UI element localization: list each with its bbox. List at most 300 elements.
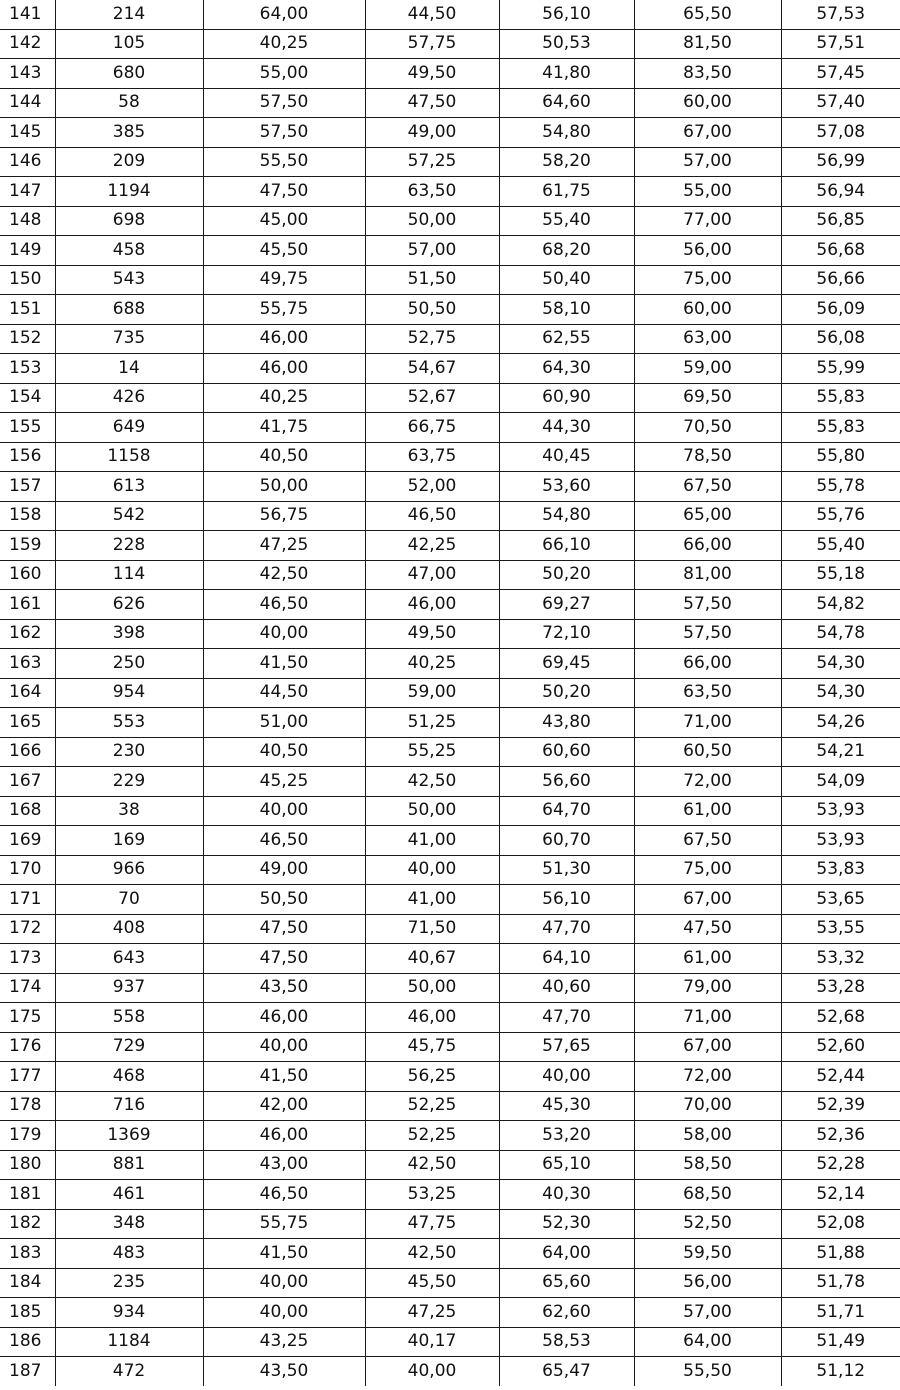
table-row — [0, 619, 900, 649]
score-3-cell: 52,30 — [499, 1209, 634, 1239]
table-row — [0, 560, 900, 590]
average-cell: 52,68 — [781, 1003, 900, 1033]
score-3-cell: 55,40 — [499, 206, 634, 236]
average-cell: 56,94 — [781, 177, 900, 207]
table-row — [0, 1357, 900, 1386]
table-row — [0, 737, 900, 767]
score-1-cell: 46,00 — [203, 324, 365, 354]
score-4-cell: 57,00 — [634, 1298, 781, 1328]
rank-cell: 184 — [0, 1268, 55, 1298]
rank-cell: 169 — [0, 826, 55, 856]
table-row — [0, 1209, 900, 1239]
score-3-cell: 69,45 — [499, 649, 634, 679]
table-row — [0, 1327, 900, 1357]
id-cell: 937 — [55, 973, 203, 1003]
score-1-cell: 41,50 — [203, 1239, 365, 1269]
score-3-cell: 47,70 — [499, 914, 634, 944]
table-row — [0, 1062, 900, 1092]
id-cell: 716 — [55, 1091, 203, 1121]
score-1-cell: 46,00 — [203, 1121, 365, 1151]
table-row — [0, 354, 900, 384]
score-3-cell: 64,10 — [499, 944, 634, 974]
average-cell: 56,85 — [781, 206, 900, 236]
rank-cell: 149 — [0, 236, 55, 266]
table-row — [0, 796, 900, 826]
table-row — [0, 678, 900, 708]
score-1-cell: 47,50 — [203, 944, 365, 974]
table-row — [0, 147, 900, 177]
score-3-cell: 44,30 — [499, 413, 634, 443]
rank-cell: 168 — [0, 796, 55, 826]
table-row — [0, 383, 900, 413]
table-row — [0, 1268, 900, 1298]
score-2-cell: 51,25 — [365, 708, 499, 738]
score-2-cell: 63,50 — [365, 177, 499, 207]
average-cell: 52,39 — [781, 1091, 900, 1121]
score-4-cell: 58,50 — [634, 1150, 781, 1180]
score-2-cell: 40,67 — [365, 944, 499, 974]
average-cell: 51,88 — [781, 1239, 900, 1269]
score-3-cell: 65,60 — [499, 1268, 634, 1298]
table-row — [0, 767, 900, 797]
id-cell: 235 — [55, 1268, 203, 1298]
rank-cell: 163 — [0, 649, 55, 679]
score-4-cell: 56,00 — [634, 1268, 781, 1298]
id-cell: 250 — [55, 649, 203, 679]
score-3-cell: 54,80 — [499, 501, 634, 531]
score-2-cell: 49,00 — [365, 118, 499, 148]
average-cell: 54,30 — [781, 678, 900, 708]
score-2-cell: 41,00 — [365, 885, 499, 915]
rank-cell: 144 — [0, 88, 55, 118]
score-1-cell: 42,00 — [203, 1091, 365, 1121]
id-cell: 230 — [55, 737, 203, 767]
score-2-cell: 56,25 — [365, 1062, 499, 1092]
score-1-cell: 40,50 — [203, 442, 365, 472]
rank-cell: 143 — [0, 59, 55, 89]
score-3-cell: 53,60 — [499, 472, 634, 502]
score-3-cell: 56,10 — [499, 0, 634, 29]
score-1-cell: 55,75 — [203, 295, 365, 325]
score-1-cell: 46,50 — [203, 1180, 365, 1210]
table-row — [0, 708, 900, 738]
score-4-cell: 59,00 — [634, 354, 781, 384]
table-row — [0, 206, 900, 236]
average-cell: 56,66 — [781, 265, 900, 295]
score-3-cell: 43,80 — [499, 708, 634, 738]
score-4-cell: 52,50 — [634, 1209, 781, 1239]
rank-cell: 159 — [0, 531, 55, 561]
table-row — [0, 1180, 900, 1210]
score-1-cell: 46,00 — [203, 354, 365, 384]
score-3-cell: 64,60 — [499, 88, 634, 118]
rank-cell: 160 — [0, 560, 55, 590]
score-2-cell: 57,00 — [365, 236, 499, 266]
score-3-cell: 64,00 — [499, 1239, 634, 1269]
average-cell: 55,18 — [781, 560, 900, 590]
score-1-cell: 51,00 — [203, 708, 365, 738]
id-cell: 613 — [55, 472, 203, 502]
id-cell: 385 — [55, 118, 203, 148]
table-row — [0, 324, 900, 354]
score-2-cell: 46,50 — [365, 501, 499, 531]
rank-cell: 154 — [0, 383, 55, 413]
score-4-cell: 66,00 — [634, 531, 781, 561]
score-3-cell: 58,53 — [499, 1327, 634, 1357]
score-2-cell: 50,00 — [365, 206, 499, 236]
score-2-cell: 41,00 — [365, 826, 499, 856]
id-cell: 472 — [55, 1357, 203, 1386]
score-3-cell: 60,60 — [499, 737, 634, 767]
average-cell: 52,14 — [781, 1180, 900, 1210]
score-1-cell: 44,50 — [203, 678, 365, 708]
rank-cell: 173 — [0, 944, 55, 974]
rank-cell: 178 — [0, 1091, 55, 1121]
score-4-cell: 57,50 — [634, 590, 781, 620]
score-1-cell: 50,50 — [203, 885, 365, 915]
score-3-cell: 47,70 — [499, 1003, 634, 1033]
score-3-cell: 61,75 — [499, 177, 634, 207]
average-cell: 53,28 — [781, 973, 900, 1003]
score-2-cell: 45,75 — [365, 1032, 499, 1062]
score-3-cell: 56,60 — [499, 767, 634, 797]
table-row — [0, 855, 900, 885]
rank-cell: 170 — [0, 855, 55, 885]
score-4-cell: 61,00 — [634, 796, 781, 826]
score-3-cell: 40,60 — [499, 973, 634, 1003]
average-cell: 55,83 — [781, 413, 900, 443]
table-row — [0, 1121, 900, 1151]
score-1-cell: 55,50 — [203, 147, 365, 177]
score-4-cell: 75,00 — [634, 855, 781, 885]
rank-cell: 174 — [0, 973, 55, 1003]
table-row — [0, 29, 900, 59]
rank-cell: 186 — [0, 1327, 55, 1357]
score-4-cell: 57,50 — [634, 619, 781, 649]
score-4-cell: 68,50 — [634, 1180, 781, 1210]
average-cell: 51,49 — [781, 1327, 900, 1357]
score-1-cell: 42,50 — [203, 560, 365, 590]
table-row — [0, 295, 900, 325]
average-cell: 55,78 — [781, 472, 900, 502]
average-cell: 56,68 — [781, 236, 900, 266]
id-cell: 553 — [55, 708, 203, 738]
id-cell: 105 — [55, 29, 203, 59]
score-2-cell: 49,50 — [365, 619, 499, 649]
id-cell: 214 — [55, 0, 203, 29]
score-3-cell: 64,30 — [499, 354, 634, 384]
id-cell: 461 — [55, 1180, 203, 1210]
score-1-cell: 45,25 — [203, 767, 365, 797]
score-1-cell: 46,00 — [203, 1003, 365, 1033]
id-cell: 1158 — [55, 442, 203, 472]
table-row — [0, 590, 900, 620]
table-row — [0, 649, 900, 679]
score-4-cell: 65,00 — [634, 501, 781, 531]
score-1-cell: 40,00 — [203, 796, 365, 826]
score-4-cell: 67,00 — [634, 118, 781, 148]
score-2-cell: 40,00 — [365, 1357, 499, 1386]
score-3-cell: 72,10 — [499, 619, 634, 649]
table-row — [0, 442, 900, 472]
rank-cell: 182 — [0, 1209, 55, 1239]
score-3-cell: 51,30 — [499, 855, 634, 885]
score-4-cell: 65,50 — [634, 0, 781, 29]
score-3-cell: 69,27 — [499, 590, 634, 620]
score-4-cell: 47,50 — [634, 914, 781, 944]
rank-cell: 151 — [0, 295, 55, 325]
score-2-cell: 45,50 — [365, 1268, 499, 1298]
score-4-cell: 59,50 — [634, 1239, 781, 1269]
rank-cell: 157 — [0, 472, 55, 502]
average-cell: 57,45 — [781, 59, 900, 89]
score-2-cell: 49,50 — [365, 59, 499, 89]
table-row — [0, 501, 900, 531]
score-3-cell: 54,80 — [499, 118, 634, 148]
score-3-cell: 62,55 — [499, 324, 634, 354]
average-cell: 56,09 — [781, 295, 900, 325]
rank-cell: 162 — [0, 619, 55, 649]
id-cell: 558 — [55, 1003, 203, 1033]
table-row — [0, 1032, 900, 1062]
score-4-cell: 72,00 — [634, 1062, 781, 1092]
score-2-cell: 42,50 — [365, 1239, 499, 1269]
rank-cell: 161 — [0, 590, 55, 620]
score-1-cell: 40,25 — [203, 383, 365, 413]
score-3-cell: 53,20 — [499, 1121, 634, 1151]
average-cell: 54,21 — [781, 737, 900, 767]
rank-cell: 147 — [0, 177, 55, 207]
rank-cell: 167 — [0, 767, 55, 797]
score-2-cell: 54,67 — [365, 354, 499, 384]
rank-cell: 152 — [0, 324, 55, 354]
score-3-cell: 40,30 — [499, 1180, 634, 1210]
rank-cell: 187 — [0, 1357, 55, 1386]
id-cell: 58 — [55, 88, 203, 118]
average-cell: 51,12 — [781, 1357, 900, 1386]
score-1-cell: 46,50 — [203, 826, 365, 856]
id-cell: 542 — [55, 501, 203, 531]
id-cell: 954 — [55, 678, 203, 708]
id-cell: 209 — [55, 147, 203, 177]
score-4-cell: 72,00 — [634, 767, 781, 797]
score-1-cell: 56,75 — [203, 501, 365, 531]
id-cell: 468 — [55, 1062, 203, 1092]
table-row — [0, 177, 900, 207]
score-1-cell: 49,00 — [203, 855, 365, 885]
average-cell: 53,32 — [781, 944, 900, 974]
score-3-cell: 56,10 — [499, 885, 634, 915]
score-1-cell: 40,25 — [203, 29, 365, 59]
rank-cell: 165 — [0, 708, 55, 738]
score-3-cell: 62,60 — [499, 1298, 634, 1328]
average-cell: 51,78 — [781, 1268, 900, 1298]
average-cell: 57,53 — [781, 0, 900, 29]
id-cell: 408 — [55, 914, 203, 944]
rank-cell: 145 — [0, 118, 55, 148]
id-cell: 543 — [55, 265, 203, 295]
score-4-cell: 83,50 — [634, 59, 781, 89]
id-cell: 38 — [55, 796, 203, 826]
average-cell: 53,55 — [781, 914, 900, 944]
score-3-cell: 45,30 — [499, 1091, 634, 1121]
rank-cell: 155 — [0, 413, 55, 443]
average-cell: 52,36 — [781, 1121, 900, 1151]
score-4-cell: 70,00 — [634, 1091, 781, 1121]
score-4-cell: 79,00 — [634, 973, 781, 1003]
table-row — [0, 826, 900, 856]
average-cell: 53,93 — [781, 826, 900, 856]
rank-cell: 150 — [0, 265, 55, 295]
score-1-cell: 43,25 — [203, 1327, 365, 1357]
table-row — [0, 1239, 900, 1269]
score-2-cell: 42,25 — [365, 531, 499, 561]
score-4-cell: 77,00 — [634, 206, 781, 236]
score-4-cell: 58,00 — [634, 1121, 781, 1151]
score-4-cell: 61,00 — [634, 944, 781, 974]
table-row — [0, 944, 900, 974]
score-3-cell: 68,20 — [499, 236, 634, 266]
rank-cell: 142 — [0, 29, 55, 59]
id-cell: 649 — [55, 413, 203, 443]
table-row — [0, 973, 900, 1003]
table-row — [0, 265, 900, 295]
average-cell: 53,65 — [781, 885, 900, 915]
score-2-cell: 50,00 — [365, 796, 499, 826]
score-4-cell: 81,00 — [634, 560, 781, 590]
score-4-cell: 78,50 — [634, 442, 781, 472]
score-2-cell: 46,00 — [365, 1003, 499, 1033]
score-2-cell: 63,75 — [365, 442, 499, 472]
id-cell: 881 — [55, 1150, 203, 1180]
rank-cell: 141 — [0, 0, 55, 29]
average-cell: 54,30 — [781, 649, 900, 679]
score-3-cell: 40,45 — [499, 442, 634, 472]
average-cell: 57,08 — [781, 118, 900, 148]
table-row — [0, 472, 900, 502]
score-1-cell: 40,50 — [203, 737, 365, 767]
id-cell: 966 — [55, 855, 203, 885]
score-1-cell: 40,00 — [203, 1298, 365, 1328]
rank-cell: 181 — [0, 1180, 55, 1210]
score-3-cell: 57,65 — [499, 1032, 634, 1062]
id-cell: 626 — [55, 590, 203, 620]
id-cell: 458 — [55, 236, 203, 266]
score-1-cell: 41,50 — [203, 1062, 365, 1092]
rank-cell: 175 — [0, 1003, 55, 1033]
score-1-cell: 40,00 — [203, 619, 365, 649]
score-2-cell: 50,00 — [365, 973, 499, 1003]
rank-cell: 164 — [0, 678, 55, 708]
score-3-cell: 65,47 — [499, 1357, 634, 1386]
table-row — [0, 0, 900, 29]
average-cell: 54,26 — [781, 708, 900, 738]
average-cell: 54,09 — [781, 767, 900, 797]
score-2-cell: 66,75 — [365, 413, 499, 443]
score-3-cell: 58,10 — [499, 295, 634, 325]
score-1-cell: 50,00 — [203, 472, 365, 502]
id-cell: 934 — [55, 1298, 203, 1328]
score-1-cell: 55,00 — [203, 59, 365, 89]
id-cell: 688 — [55, 295, 203, 325]
score-3-cell: 65,10 — [499, 1150, 634, 1180]
id-cell: 643 — [55, 944, 203, 974]
score-1-cell: 47,25 — [203, 531, 365, 561]
id-cell: 698 — [55, 206, 203, 236]
score-1-cell: 40,00 — [203, 1268, 365, 1298]
table-row — [0, 88, 900, 118]
table-row — [0, 1091, 900, 1121]
average-cell: 51,71 — [781, 1298, 900, 1328]
average-cell: 55,76 — [781, 501, 900, 531]
score-3-cell: 50,20 — [499, 678, 634, 708]
score-3-cell: 41,80 — [499, 59, 634, 89]
score-2-cell: 52,00 — [365, 472, 499, 502]
score-3-cell: 50,20 — [499, 560, 634, 590]
score-1-cell: 40,00 — [203, 1032, 365, 1062]
id-cell: 1369 — [55, 1121, 203, 1151]
score-2-cell: 53,25 — [365, 1180, 499, 1210]
id-cell: 229 — [55, 767, 203, 797]
score-2-cell: 47,25 — [365, 1298, 499, 1328]
score-1-cell: 45,50 — [203, 236, 365, 266]
score-2-cell: 40,00 — [365, 855, 499, 885]
average-cell: 52,08 — [781, 1209, 900, 1239]
rank-cell: 179 — [0, 1121, 55, 1151]
average-cell: 53,83 — [781, 855, 900, 885]
id-cell: 426 — [55, 383, 203, 413]
score-1-cell: 55,75 — [203, 1209, 365, 1239]
rank-cell: 153 — [0, 354, 55, 384]
score-1-cell: 64,00 — [203, 0, 365, 29]
average-cell: 55,83 — [781, 383, 900, 413]
rank-cell: 183 — [0, 1239, 55, 1269]
score-1-cell: 45,00 — [203, 206, 365, 236]
rank-cell: 176 — [0, 1032, 55, 1062]
table-row — [0, 531, 900, 561]
score-4-cell: 63,50 — [634, 678, 781, 708]
table-row — [0, 236, 900, 266]
id-cell: 729 — [55, 1032, 203, 1062]
score-2-cell: 52,75 — [365, 324, 499, 354]
id-cell: 680 — [55, 59, 203, 89]
average-cell: 56,08 — [781, 324, 900, 354]
score-2-cell: 71,50 — [365, 914, 499, 944]
score-2-cell: 52,25 — [365, 1121, 499, 1151]
score-2-cell: 44,50 — [365, 0, 499, 29]
table-row — [0, 885, 900, 915]
id-cell: 14 — [55, 354, 203, 384]
score-3-cell: 50,40 — [499, 265, 634, 295]
score-4-cell: 55,50 — [634, 1357, 781, 1386]
average-cell: 52,60 — [781, 1032, 900, 1062]
score-2-cell: 46,00 — [365, 590, 499, 620]
table-row — [0, 59, 900, 89]
id-cell: 169 — [55, 826, 203, 856]
average-cell: 57,51 — [781, 29, 900, 59]
rank-cell: 177 — [0, 1062, 55, 1092]
rank-cell: 172 — [0, 914, 55, 944]
score-2-cell: 50,50 — [365, 295, 499, 325]
rank-cell: 185 — [0, 1298, 55, 1328]
score-1-cell: 49,75 — [203, 265, 365, 295]
average-cell: 53,93 — [781, 796, 900, 826]
score-2-cell: 52,25 — [365, 1091, 499, 1121]
score-4-cell: 67,00 — [634, 885, 781, 915]
score-3-cell: 50,53 — [499, 29, 634, 59]
score-1-cell: 43,50 — [203, 973, 365, 1003]
score-4-cell: 69,50 — [634, 383, 781, 413]
